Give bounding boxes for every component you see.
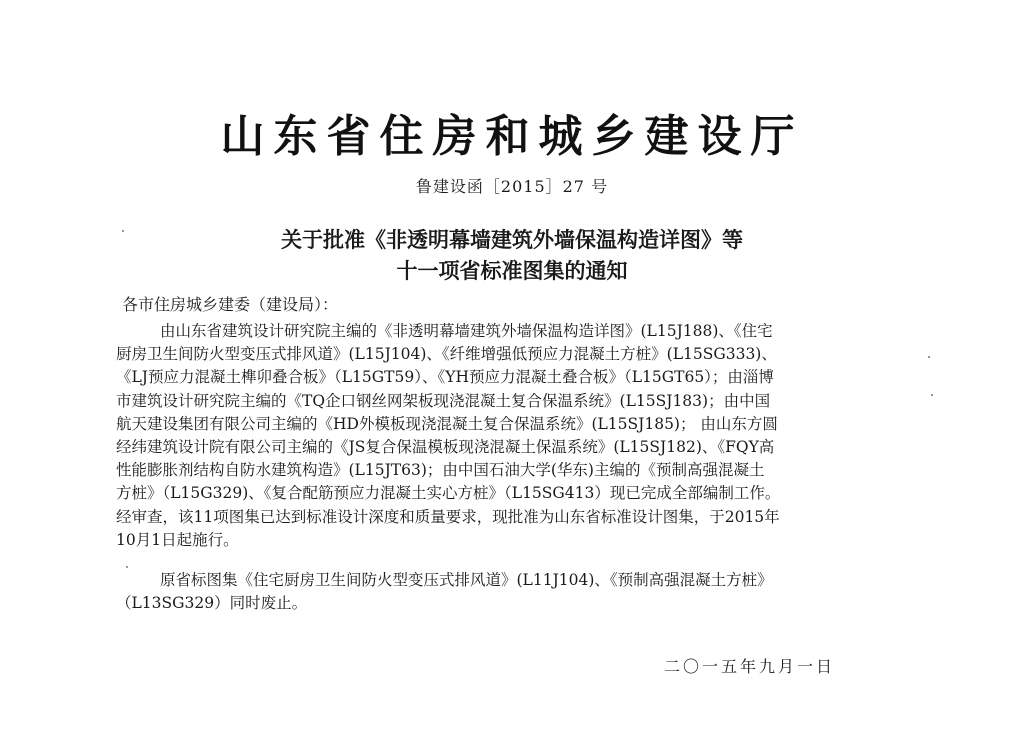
scan-speck	[931, 394, 933, 396]
paragraph-line: 市建筑设计研究院主编的《TQ企口钢丝网架板现浇混凝土复合保温系统》(L15SJ183)；由中国	[116, 391, 771, 410]
document-number: 鲁建设函［2015］27 号	[415, 177, 609, 196]
paragraph-line: 方桩》（L15G329)、《复合配筋预应力混凝土实心方桩》（L15SG413）现已完成全部编制工作。	[116, 484, 781, 503]
issuing-organization-title: 山东省住房和城乡建设厅	[220, 111, 804, 162]
paragraph-line: 原省标图集《住宅厨房卫生间防火型变压式排风道》(L11J104)、《预制高强混凝土方桩》	[160, 571, 773, 589]
paragraph-line: 厨房卫生间防火型变压式排风道》(L15J104)、《纤维增强低预应力混凝土方桩》(L15SG333)、	[116, 345, 777, 364]
paragraph-line: 由山东省建筑设计研究院主编的《非透明幕墙建筑外墙保温构造详图》(L15J188)、《住宅	[160, 322, 773, 340]
scan-speck	[122, 230, 124, 232]
paragraph-line: 性能膨胀剂结构自防水建筑构造》(L15JT63)；由中国石油大学(华东)主编的《预制高强混凝土	[116, 461, 765, 480]
body-paragraph-1	[116, 320, 902, 552]
paragraph-line: 经审查，该11项图集已达到标准设计深度和质量要求，现批准为山东省标准设计图集，于2015年	[116, 507, 780, 526]
notice-title-line-1: 关于批准《非透明幕墙建筑外墙保温构造详图》等	[281, 228, 743, 252]
body-paragraph-2	[116, 569, 902, 615]
scan-speck	[126, 566, 128, 568]
issue-date: 二〇一五年九月一日	[664, 657, 836, 676]
paragraph-line: （L13SG329）同时废止。	[116, 594, 308, 613]
addressee: 各市住房城乡建委（建设局）：	[122, 295, 339, 314]
paragraph-line: 航天建设集团有限公司主编的《HD外模板现浇混凝土复合保温系统》(L15SJ185)； 由山东方圆	[116, 414, 778, 433]
paragraph-line: 经纬建筑设计院有限公司主编的《JS复合保温模板现浇混凝土保温系统》(L15SJ182)、《FQY高	[116, 438, 775, 457]
paragraph-line: 10月1日起施行。	[116, 530, 239, 549]
scan-speck	[928, 356, 930, 358]
paragraph-line: 《LJ预应力混凝土榫卯叠合板》（L15GT59）、《YH预应力混凝土叠合板》（L15GT65）；由淄博	[116, 368, 774, 387]
notice-title-line-2: 十一项省标准图集的通知	[396, 259, 628, 283]
